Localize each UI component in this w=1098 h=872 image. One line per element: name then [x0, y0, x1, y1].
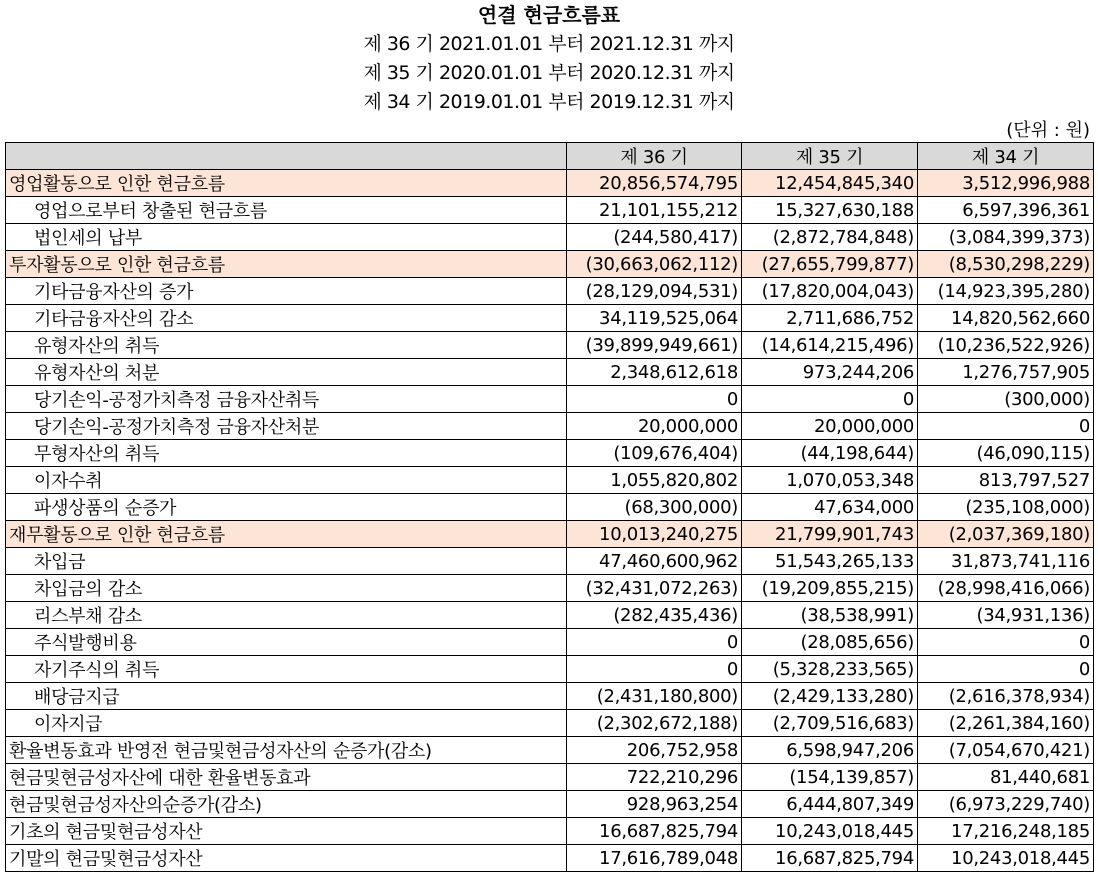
row-value: 21,799,901,743: [742, 521, 918, 548]
row-label: 기타금융자산의 감소: [6, 305, 567, 332]
row-value: 12,454,845,340: [742, 170, 918, 197]
row-value: 722,210,296: [567, 764, 742, 791]
table-row: [6, 737, 1094, 764]
row-value: 973,244,206: [742, 359, 918, 386]
row-value: (2,302,672,188): [567, 710, 742, 737]
row-value: 1,055,820,802: [567, 467, 742, 494]
row-label: 이자수취: [6, 467, 567, 494]
row-value: 0: [567, 629, 742, 656]
row-label: 당기손익-공정가치측정 금융자산처분: [6, 413, 567, 440]
table-row: [6, 413, 1094, 440]
row-value: (68,300,000): [567, 494, 742, 521]
table-row: [6, 575, 1094, 602]
table-row: [6, 845, 1094, 872]
row-value: (300,000): [918, 386, 1094, 413]
row-label: 기초의 현금및현금성자산: [6, 818, 567, 845]
row-value: 10,243,018,445: [918, 845, 1094, 872]
row-value: (2,261,384,160): [918, 710, 1094, 737]
row-value: 0: [918, 656, 1094, 683]
row-label: 차입금: [6, 548, 567, 575]
row-label: 법인세의 납부: [6, 224, 567, 251]
table-row: [6, 683, 1094, 710]
row-label: 영업으로부터 창출된 현금흐름: [6, 197, 567, 224]
row-value: 0: [742, 386, 918, 413]
row-value: 6,598,947,206: [742, 737, 918, 764]
table-row: [6, 548, 1094, 575]
table-row: [6, 521, 1094, 548]
row-value: (2,037,369,180): [918, 521, 1094, 548]
row-label: 영업활동으로 인한 현금흐름: [6, 170, 567, 197]
row-value: (109,676,404): [567, 440, 742, 467]
row-label: 무형자산의 취득: [6, 440, 567, 467]
table-row: [6, 224, 1094, 251]
row-label: 자기주식의 취득: [6, 656, 567, 683]
table-row: [6, 818, 1094, 845]
row-value: (28,998,416,066): [918, 575, 1094, 602]
row-value: (44,198,644): [742, 440, 918, 467]
row-value: (34,931,136): [918, 602, 1094, 629]
table-row: [6, 305, 1094, 332]
row-value: 17,216,248,185: [918, 818, 1094, 845]
unit-label: (단위 : 원): [1006, 120, 1090, 141]
row-value: (28,085,656): [742, 629, 918, 656]
table-row: [6, 440, 1094, 467]
row-value: 51,543,265,133: [742, 548, 918, 575]
row-value: 6,597,396,361: [918, 197, 1094, 224]
table-row: [6, 494, 1094, 521]
row-value: (14,614,215,496): [742, 332, 918, 359]
row-label: 배당금지급: [6, 683, 567, 710]
table-row: [6, 170, 1094, 197]
header-period-35: 제 35 기: [742, 143, 918, 170]
row-value: 813,797,527: [918, 467, 1094, 494]
table-row: [6, 791, 1094, 818]
row-value: 3,512,996,988: [918, 170, 1094, 197]
table-row: [6, 278, 1094, 305]
row-value: (32,431,072,263): [567, 575, 742, 602]
row-value: 20,856,574,795: [567, 170, 742, 197]
table-row: [6, 467, 1094, 494]
row-value: (38,538,991): [742, 602, 918, 629]
table-row: [6, 251, 1094, 278]
row-value: (46,090,115): [918, 440, 1094, 467]
row-value: (28,129,094,531): [567, 278, 742, 305]
row-value: 0: [918, 413, 1094, 440]
row-label: 현금및현금성자산의순증가(감소): [6, 791, 567, 818]
row-value: (39,899,949,661): [567, 332, 742, 359]
row-value: (10,236,522,926): [918, 332, 1094, 359]
row-value: 34,119,525,064: [567, 305, 742, 332]
row-value: (244,580,417): [567, 224, 742, 251]
table-header-row: [6, 143, 1094, 170]
document-header: [0, 0, 1098, 117]
table-row: [6, 602, 1094, 629]
row-value: 928,963,254: [567, 791, 742, 818]
row-value: (154,139,857): [742, 764, 918, 791]
table-row: [6, 359, 1094, 386]
row-value: (27,655,799,877): [742, 251, 918, 278]
row-value: 6,444,807,349: [742, 791, 918, 818]
row-value: 21,101,155,212: [567, 197, 742, 224]
row-value: 2,711,686,752: [742, 305, 918, 332]
row-value: (30,663,062,112): [567, 251, 742, 278]
row-value: 47,634,000: [742, 494, 918, 521]
header-period-36: 제 36 기: [567, 143, 742, 170]
row-value: 17,616,789,048: [567, 845, 742, 872]
row-label: 주식발행비용: [6, 629, 567, 656]
header-period-34: 제 34 기: [918, 143, 1094, 170]
table-row: [6, 764, 1094, 791]
row-value: 1,070,053,348: [742, 467, 918, 494]
row-value: 206,752,958: [567, 737, 742, 764]
row-value: (2,429,133,280): [742, 683, 918, 710]
row-value: (2,431,180,800): [567, 683, 742, 710]
row-label: 재무활동으로 인한 현금흐름: [6, 521, 567, 548]
row-label: 현금및현금성자산에 대한 환율변동효과: [6, 764, 567, 791]
row-value: 20,000,000: [567, 413, 742, 440]
table-row: [6, 197, 1094, 224]
row-value: (7,054,670,421): [918, 737, 1094, 764]
row-value: 10,013,240,275: [567, 521, 742, 548]
row-label: 차입금의 감소: [6, 575, 567, 602]
row-value: 2,348,612,618: [567, 359, 742, 386]
table-row: [6, 386, 1094, 413]
period-line: 제 34 기 2019.01.01 부터 2019.12.31 까지: [363, 91, 735, 113]
row-value: (282,435,436): [567, 602, 742, 629]
row-label: 기타금융자산의 증가: [6, 278, 567, 305]
row-value: (2,709,516,683): [742, 710, 918, 737]
table-row: [6, 332, 1094, 359]
row-label: 이자지급: [6, 710, 567, 737]
period-line: 제 36 기 2021.01.01 부터 2021.12.31 까지: [363, 33, 735, 55]
row-value: (2,616,378,934): [918, 683, 1094, 710]
row-value: 0: [567, 656, 742, 683]
document-title: 연결 현금흐름표: [477, 3, 621, 27]
row-label: 기말의 현금및현금성자산: [6, 845, 567, 872]
table-row: [6, 710, 1094, 737]
row-value: (8,530,298,229): [918, 251, 1094, 278]
row-value: (17,820,004,043): [742, 278, 918, 305]
row-label: 투자활동으로 인한 현금흐름: [6, 251, 567, 278]
period-line: 제 35 기 2020.01.01 부터 2020.12.31 까지: [363, 62, 735, 84]
row-value: (3,084,399,373): [918, 224, 1094, 251]
row-value: (2,872,784,848): [742, 224, 918, 251]
table-row: [6, 656, 1094, 683]
row-label: 유형자산의 처분: [6, 359, 567, 386]
table-row: [6, 629, 1094, 656]
row-value: (6,973,229,740): [918, 791, 1094, 818]
row-value: 20,000,000: [742, 413, 918, 440]
row-value: 1,276,757,905: [918, 359, 1094, 386]
row-value: 81,440,681: [918, 764, 1094, 791]
cash-flow-table: [5, 142, 1094, 872]
row-value: 47,460,600,962: [567, 548, 742, 575]
row-value: 16,687,825,794: [742, 845, 918, 872]
row-label: 리스부채 감소: [6, 602, 567, 629]
row-value: 16,687,825,794: [567, 818, 742, 845]
row-value: (14,923,395,280): [918, 278, 1094, 305]
row-value: 15,327,630,188: [742, 197, 918, 224]
row-value: 10,243,018,445: [742, 818, 918, 845]
row-label: 파생상품의 순증가: [6, 494, 567, 521]
header-label: [6, 143, 567, 170]
row-value: 0: [918, 629, 1094, 656]
row-value: (235,108,000): [918, 494, 1094, 521]
row-label: 당기손익-공정가치측정 금융자산취득: [6, 386, 567, 413]
row-label: 유형자산의 취득: [6, 332, 567, 359]
row-label: 환율변동효과 반영전 현금및현금성자산의 순증가(감소): [6, 737, 567, 764]
row-value: 0: [567, 386, 742, 413]
row-value: (5,328,233,565): [742, 656, 918, 683]
row-value: (19,209,855,215): [742, 575, 918, 602]
row-value: 31,873,741,116: [918, 548, 1094, 575]
row-value: 14,820,562,660: [918, 305, 1094, 332]
